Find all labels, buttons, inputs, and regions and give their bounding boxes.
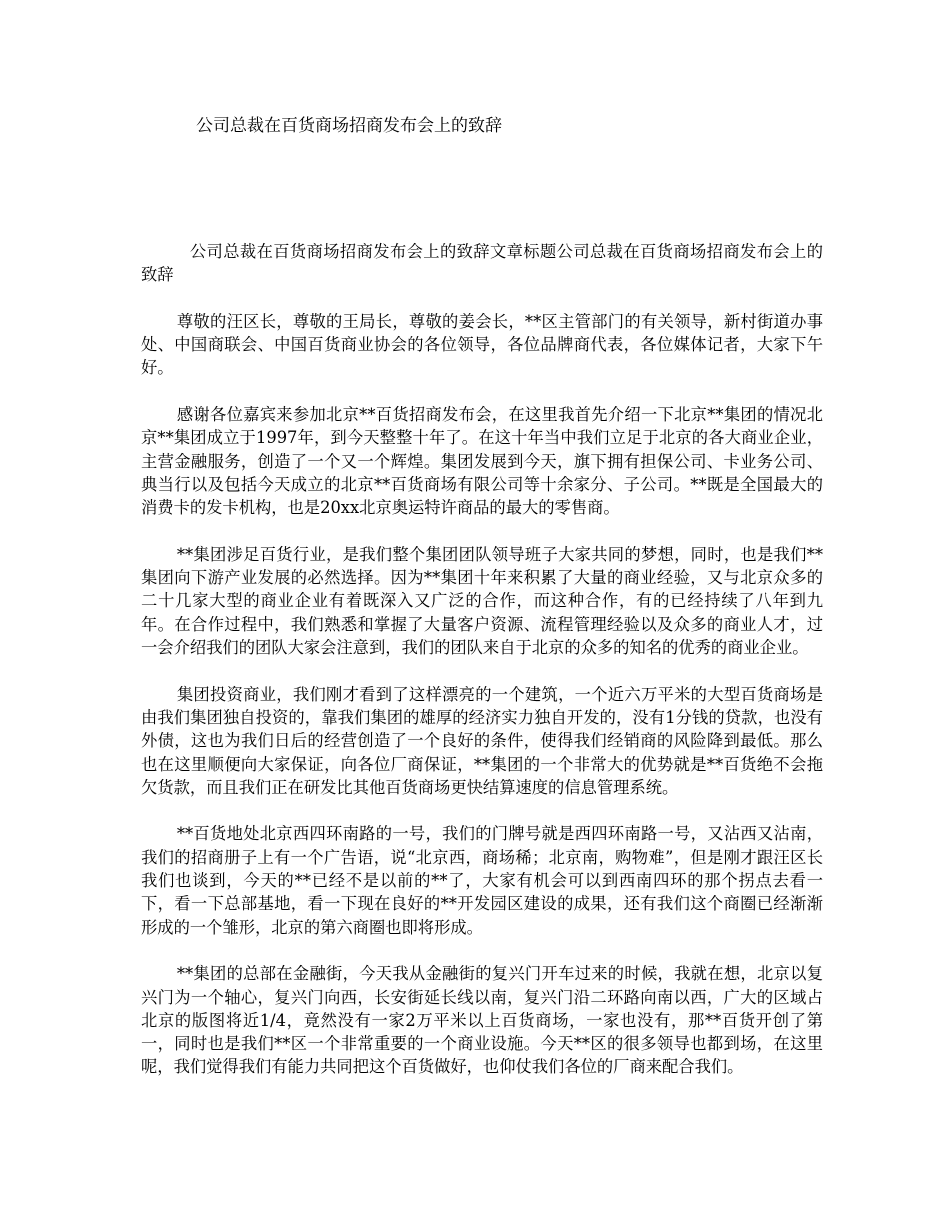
document-title: 公司总裁在百货商场招商发布会上的致辞	[196, 116, 502, 136]
body-paragraph-title-repeat: 公司总裁在百货商场招商发布会上的致辞文章标题公司总裁在百货商场招商发布会上的致辞	[141, 242, 823, 285]
body-paragraph-location: **百货地处北京西四环南路的一号，我们的门牌号就是西四环南路一号，又沾西又沾南，我们的招商册子上有一个广告语，说“北京西，商场稀；北京南，购物难”，但是刚才跟汪区长我们也谈到，今天的**已经不是以前的**了，大家有机会可以到西南四环的那个拐点去看一下，看一下总部基地，看一下现在良好的**开发园区建设的成果，还有我们这个商圈已经渐渐形成的一个雏形，北京的第六商圈也即将形成。	[141, 824, 823, 937]
body-paragraph-group-intro: 感谢各位嘉宾来参加北京**百货招商发布会，在这里我首先介绍一下北京**集团的情况北京**集团成立于1997年，到今天整整十年了。在这十年当中我们立足于北京的各大商业企业，主营金融服务，创造了一个又一个辉煌。集团发展到今天，旗下拥有担保公司、卡业务公司、典当行以及包括今天成立的北京**百货商场有限公司等十余家分、子公司。**既是全国最大的消费卡的发卡机构，也是20xx北京奥运特许商品的最大的零售商。	[141, 405, 823, 518]
body-paragraph-retail-entry: **集团涉足百货行业，是我们整个集团团队领导班子大家共同的梦想，同时，也是我们**集团向下游产业发展的必然选择。因为**集团十年来积累了大量的商业经验，又与北京众多的二十几家大型的商业企业有着既深入又广泛的合作，而这种合作，有的已经持续了八年到九年。在合作过程中，我们熟悉和掌握了大量客户资源、流程管理经验以及众多的商业人才，过一会介绍我们的团队大家会注意到，我们的团队来自于北京的众多的知名的优秀的商业企业。	[141, 544, 823, 658]
body-paragraph-greeting: 尊敬的汪区长，尊敬的王局长，尊敬的姜会长，**区主管部门的有关领导，新村街道办事处、中国商联会、中国百货商业协会的各位领导，各位品牌商代表，各位媒体记者，大家下午好。	[141, 311, 823, 378]
body-paragraph-headquarters: **集团的总部在金融街，今天我从金融街的复兴门开车过来的时候，我就在想，北京以复兴门为一个轴心，复兴门向西，长安街延长线以南，复兴门沿二环路向南以西，广大的区域占北京的版图将近1/4，竟然没有一家2万平米以上百货商场，一家也没有，那**百货开创了第一，同时也是我们**区一个非常重要的一个商业设施。今天**区的很多领导也都到场，在这里呢，我们觉得我们有能力共同把这个百货做好，也仰仗我们各位的厂商来配合我们。	[141, 964, 823, 1077]
document-body	[141, 240, 823, 1102]
body-paragraph-investment: 集团投资商业，我们刚才看到了这样漂亮的一个建筑，一个近六万平米的大型百货商场是由我们集团独自投资的，靠我们集团的雄厚的经济实力独自开发的，没有1分钱的贷款，也没有外债，这也为我们日后的经营创造了一个良好的条件，使得我们经销商的风险降到最低。那么也在这里顺便向大家保证，向各位厂商保证，**集团的一个非常大的优势就是**百货绝不会拖欠货款，而且我们正在研发比其他百货商场更快结算速度的信息管理系统。	[141, 684, 823, 797]
